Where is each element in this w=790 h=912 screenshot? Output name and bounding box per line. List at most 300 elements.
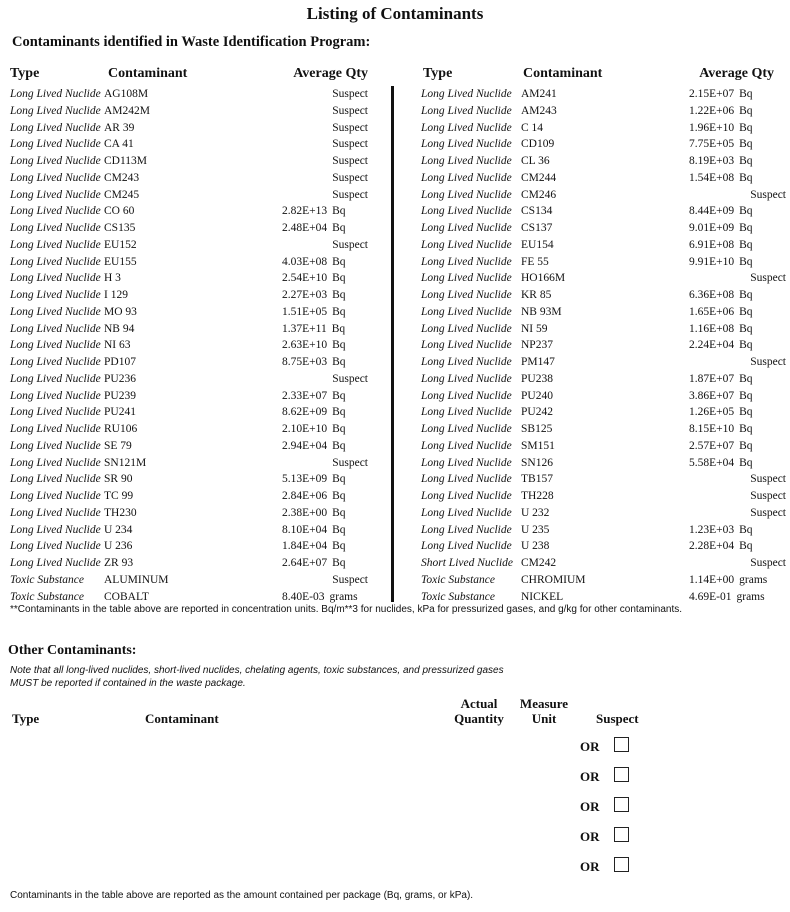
row-contaminant: KR 85 xyxy=(521,289,552,301)
qty-value: 1.65E+06 xyxy=(689,305,735,318)
qty-value: 2.94E+04 xyxy=(282,439,328,452)
row-type: Long Lived Nuclide xyxy=(421,389,512,402)
row-average-qty xyxy=(689,538,753,555)
row-average-qty xyxy=(689,388,753,405)
qty-value: 8.75E+03 xyxy=(282,356,328,368)
qty-unit: Bq xyxy=(331,322,346,335)
row-contaminant: SN126 xyxy=(521,456,553,469)
contaminant-input[interactable] xyxy=(0,544,293,576)
contaminant-input[interactable] xyxy=(0,32,293,64)
qty-value: 1.54E+08 xyxy=(689,171,735,184)
type-input[interactable] xyxy=(0,384,125,416)
suspect-checkbox[interactable] xyxy=(614,857,629,872)
row-contaminant: NB 93M xyxy=(521,305,562,318)
row-contaminant: CM245 xyxy=(104,188,140,201)
table-row xyxy=(421,421,786,438)
qty-unit: Bq xyxy=(332,289,346,301)
row-type: Long Lived Nuclide xyxy=(421,456,512,469)
row-contaminant: COBALT xyxy=(104,590,149,603)
qty-value: 2.84E+06 xyxy=(282,490,328,502)
form-header-suspect: Suspect xyxy=(596,711,639,726)
row-type: Long Lived Nuclide xyxy=(10,255,101,268)
table-row xyxy=(421,153,786,170)
qty-value: 9.91E+10 xyxy=(689,255,735,268)
qty-unit: Bq xyxy=(332,473,346,486)
qty-unit: grams xyxy=(739,573,768,586)
table-row xyxy=(421,589,786,606)
page-title: Listing of Contaminants xyxy=(306,4,484,23)
table-row xyxy=(421,287,786,304)
row-type: Long Lived Nuclide xyxy=(421,255,512,268)
row-contaminant: CS134 xyxy=(521,205,553,218)
qty-value: 2.57E+07 xyxy=(689,439,735,452)
qty-value: 4.03E+08 xyxy=(282,255,328,268)
table-row xyxy=(421,120,786,137)
qty-unit: Bq xyxy=(739,406,753,419)
row-contaminant: EU154 xyxy=(521,238,554,251)
qty-unit: Bq xyxy=(332,222,346,234)
suspect-label: Suspect xyxy=(750,506,786,519)
header-contaminant: Contaminant xyxy=(108,66,188,81)
qty-value: 5.13E+09 xyxy=(282,473,328,486)
table-row xyxy=(421,237,786,254)
qty-unit: Bq xyxy=(739,423,753,435)
row-type: Long Lived Nuclide xyxy=(421,356,512,368)
qty-unit: Bq xyxy=(332,406,346,419)
contaminant-input[interactable] xyxy=(0,160,293,192)
row-type: Long Lived Nuclide xyxy=(421,155,512,167)
qty-unit: Bq xyxy=(332,523,346,536)
qty-unit: Bq xyxy=(739,456,753,469)
qty-value: 1.16E+08 xyxy=(689,322,735,335)
qty-unit: Bq xyxy=(332,356,346,368)
row-type: Toxic Substance xyxy=(10,590,84,603)
row-type: Toxic Substance xyxy=(421,590,495,603)
measure-unit-input[interactable] xyxy=(0,224,52,256)
row-contaminant: SB125 xyxy=(521,423,553,435)
row-type: Long Lived Nuclide xyxy=(421,406,512,419)
row-average-qty xyxy=(689,522,753,539)
row-contaminant: PM147 xyxy=(521,356,555,368)
row-average-qty xyxy=(689,237,753,254)
row-type: Long Lived Nuclide xyxy=(10,188,101,201)
row-contaminant: SN121M xyxy=(104,456,147,469)
qty-unit: Bq xyxy=(332,339,346,352)
row-type: Long Lived Nuclide xyxy=(421,540,512,553)
row-type: Long Lived Nuclide xyxy=(10,506,101,519)
row-average-qty xyxy=(689,304,753,321)
qty-value: 2.63E+10 xyxy=(282,339,328,352)
row-contaminant: AR 39 xyxy=(104,121,135,134)
row-type: Long Lived Nuclide xyxy=(10,121,101,134)
or-label: OR xyxy=(580,859,600,874)
qty-unit: Bq xyxy=(332,255,346,268)
reporting-note-line-2: MUST be reported if contained in the waste package. xyxy=(10,678,246,689)
row-average-qty xyxy=(689,203,753,220)
qty-unit: Bq xyxy=(739,121,753,134)
row-contaminant: SR 90 xyxy=(104,473,133,486)
row-type: Long Lived Nuclide xyxy=(421,222,512,234)
qty-value: 6.91E+08 xyxy=(689,238,735,251)
qty-value: 1.23E+03 xyxy=(689,523,735,536)
qty-value: 2.33E+07 xyxy=(282,389,328,402)
concentration-footnote: **Contaminants in the table above are reported in concentration units. Bq/m**3 for nuclides, kPa for pressurized gases, and g/kg for other contaminants. xyxy=(10,604,683,615)
row-average-qty xyxy=(689,120,753,137)
row-contaminant: U 232 xyxy=(521,506,550,519)
qty-value: 1.26E+05 xyxy=(689,406,735,419)
header-contaminant: Contaminant xyxy=(523,66,603,81)
row-type: Long Lived Nuclide xyxy=(10,305,101,318)
row-contaminant: TC 99 xyxy=(104,490,134,502)
qty-unit: Bq xyxy=(739,171,753,184)
row-contaminant: EU155 xyxy=(104,255,137,268)
row-average-qty xyxy=(689,254,753,271)
row-type: Long Lived Nuclide xyxy=(421,104,512,117)
qty-unit: Bq xyxy=(739,372,753,385)
row-type: Long Lived Nuclide xyxy=(421,238,512,251)
row-contaminant: CD109 xyxy=(521,138,555,151)
row-average-qty xyxy=(689,86,753,103)
qty-value: 1.96E+10 xyxy=(689,121,735,134)
qty-unit: Bq xyxy=(739,104,753,117)
suspect-label: Suspect xyxy=(750,490,786,502)
row-contaminant: CD113M xyxy=(104,155,148,167)
row-contaminant: NB 94 xyxy=(104,322,135,335)
suspect-label: Suspect xyxy=(332,138,368,151)
qty-value: 2.27E+03 xyxy=(282,289,328,301)
row-contaminant: PD107 xyxy=(104,356,136,368)
row-type: Toxic Substance xyxy=(421,573,495,586)
reporting-note xyxy=(10,664,504,690)
qty-unit: grams xyxy=(736,590,765,603)
row-contaminant: CS137 xyxy=(521,222,553,234)
row-type: Long Lived Nuclide xyxy=(421,289,512,301)
table-row xyxy=(421,538,786,555)
qty-value: 1.84E+04 xyxy=(282,540,328,553)
qty-value: 8.19E+03 xyxy=(689,155,735,167)
table-row xyxy=(421,337,786,354)
row-type: Long Lived Nuclide xyxy=(421,121,512,134)
qty-value: 1.37E+11 xyxy=(282,322,327,335)
row-contaminant: AM241 xyxy=(521,88,557,100)
row-type: Long Lived Nuclide xyxy=(421,305,512,318)
row-average-qty xyxy=(689,421,753,438)
row-type: Long Lived Nuclide xyxy=(10,406,101,419)
qty-value: 1.14E+00 xyxy=(689,573,735,586)
table-row xyxy=(421,203,786,220)
table-row xyxy=(421,438,786,455)
row-average-qty xyxy=(282,589,358,606)
row-contaminant: NP237 xyxy=(521,339,553,352)
table-row xyxy=(421,254,786,271)
row-contaminant: TH228 xyxy=(521,490,554,502)
row-contaminant: CL 36 xyxy=(521,155,550,167)
row-type: Long Lived Nuclide xyxy=(10,356,101,368)
qty-value: 2.10E+10 xyxy=(282,423,328,435)
row-average-qty xyxy=(689,371,753,388)
row-average-qty xyxy=(689,589,765,606)
suspect-label: Suspect xyxy=(332,573,368,586)
row-contaminant: PU239 xyxy=(104,389,136,402)
measure-unit-input[interactable] xyxy=(0,352,52,384)
row-type: Long Lived Nuclide xyxy=(421,423,512,435)
row-contaminant: AM242M xyxy=(104,104,151,117)
table-row xyxy=(421,136,786,153)
qty-value: 8.15E+10 xyxy=(689,423,735,435)
row-contaminant: NICKEL xyxy=(521,590,564,603)
suspect-checkbox[interactable] xyxy=(614,827,629,842)
suspect-label: Suspect xyxy=(332,171,368,184)
row-average-qty xyxy=(689,438,753,455)
row-contaminant: AM243 xyxy=(521,104,557,117)
reporting-note-line-1: Note that all long-lived nuclides, short-lived nuclides, chelating agents, toxic substances, and pressurized gases xyxy=(10,665,504,676)
suspect-label: Suspect xyxy=(750,473,786,486)
qty-unit: Bq xyxy=(739,339,753,352)
table-row xyxy=(421,187,786,204)
qty-value: 1.22E+06 xyxy=(689,104,735,117)
column-divider xyxy=(391,86,394,602)
table-row xyxy=(421,522,786,539)
qty-unit: Bq xyxy=(332,490,346,502)
measure-unit-input[interactable] xyxy=(0,96,52,128)
row-type: Long Lived Nuclide xyxy=(10,205,101,218)
row-average-qty xyxy=(689,455,753,472)
type-input[interactable] xyxy=(0,0,125,32)
qty-value: 2.48E+04 xyxy=(282,222,328,234)
qty-unit: Bq xyxy=(332,389,346,402)
row-type: Long Lived Nuclide xyxy=(10,104,101,117)
row-type: Long Lived Nuclide xyxy=(421,171,512,184)
per-package-note: Contaminants in the table above are reported as the amount contained per package (Bq, grams, or kPa). xyxy=(10,890,474,901)
type-input[interactable] xyxy=(0,512,125,544)
contaminant-input[interactable] xyxy=(0,288,293,320)
row-average-qty xyxy=(689,103,753,120)
row-contaminant: RU106 xyxy=(104,423,138,435)
actual-quantity-input[interactable] xyxy=(0,192,70,224)
qty-unit: Bq xyxy=(332,557,346,569)
row-contaminant: CA 41 xyxy=(104,138,134,151)
row-type: Long Lived Nuclide xyxy=(10,322,101,335)
table-row xyxy=(421,170,786,187)
suspect-label: Suspect xyxy=(332,238,368,251)
qty-unit: Bq xyxy=(739,155,753,167)
row-type: Long Lived Nuclide xyxy=(10,473,101,486)
row-type: Long Lived Nuclide xyxy=(10,372,101,385)
qty-value: 5.58E+04 xyxy=(689,456,735,469)
row-contaminant: PU241 xyxy=(104,406,136,419)
table-row xyxy=(421,354,786,371)
type-input[interactable] xyxy=(0,128,125,160)
row-average-qty xyxy=(689,136,753,153)
header-average-qty: Average Qty xyxy=(293,66,368,81)
qty-unit: grams xyxy=(329,590,358,603)
table-row xyxy=(421,220,786,237)
row-contaminant: CHROMIUM xyxy=(521,573,586,586)
row-contaminant: ZR 93 xyxy=(104,557,134,569)
row-contaminant: ALUMINUM xyxy=(104,573,169,586)
measure-unit-input[interactable] xyxy=(0,480,52,512)
row-contaminant: AG108M xyxy=(104,88,149,100)
or-label: OR xyxy=(580,739,600,754)
qty-value: 8.44E+09 xyxy=(689,205,735,218)
suspect-label: Suspect xyxy=(332,88,368,100)
row-average-qty xyxy=(689,321,753,338)
row-contaminant: SE 79 xyxy=(104,439,132,452)
qty-value: 4.69E-01 xyxy=(689,590,732,603)
row-contaminant: CM246 xyxy=(521,188,557,201)
qty-unit: Bq xyxy=(739,540,753,553)
row-type: Long Lived Nuclide xyxy=(421,372,512,385)
row-type: Long Lived Nuclide xyxy=(421,205,512,218)
row-contaminant: PU236 xyxy=(104,372,136,385)
actual-quantity-input[interactable] xyxy=(0,320,70,352)
row-average-qty xyxy=(689,337,753,354)
row-average-qty xyxy=(689,220,753,237)
row-type: Long Lived Nuclide xyxy=(10,88,101,100)
row-type: Long Lived Nuclide xyxy=(10,389,101,402)
row-contaminant: CO 60 xyxy=(104,205,135,218)
suspect-checkbox[interactable] xyxy=(614,767,629,782)
row-contaminant: EU152 xyxy=(104,238,137,251)
qty-value: 1.87E+07 xyxy=(689,372,735,385)
row-contaminant: U 235 xyxy=(521,523,550,536)
row-contaminant: H 3 xyxy=(104,272,121,285)
row-average-qty xyxy=(689,404,753,421)
suspect-label: Suspect xyxy=(332,155,368,167)
row-type: Long Lived Nuclide xyxy=(10,238,101,251)
table-row xyxy=(421,304,786,321)
qty-unit: Bq xyxy=(332,205,346,218)
header-type: Type xyxy=(423,66,453,81)
row-type: Short Lived Nuclide xyxy=(421,557,513,569)
actual-quantity-input[interactable] xyxy=(0,576,70,608)
qty-value: 8.62E+09 xyxy=(282,406,328,419)
row-contaminant: TB157 xyxy=(521,473,553,486)
actual-quantity-input[interactable] xyxy=(0,64,70,96)
header-average-qty: Average Qty xyxy=(699,66,774,81)
qty-unit: Bq xyxy=(739,222,753,234)
row-type: Long Lived Nuclide xyxy=(421,339,512,352)
row-type: Long Lived Nuclide xyxy=(10,456,101,469)
row-type: Toxic Substance xyxy=(10,573,84,586)
row-contaminant: U 234 xyxy=(104,523,133,536)
row-contaminant: PU238 xyxy=(521,372,553,385)
qty-value: 1.51E+05 xyxy=(282,305,328,318)
qty-unit: Bq xyxy=(739,439,753,452)
row-type: Long Lived Nuclide xyxy=(10,439,101,452)
form-header-contaminant: Contaminant xyxy=(145,711,219,726)
suspect-label: Suspect xyxy=(332,456,368,469)
row-contaminant: CM243 xyxy=(104,171,140,184)
table-row xyxy=(421,555,786,572)
qty-unit: Bq xyxy=(332,423,346,435)
row-average-qty xyxy=(689,153,753,170)
row-average-qty xyxy=(689,170,753,187)
row-contaminant: U 236 xyxy=(104,540,133,553)
row-type: Long Lived Nuclide xyxy=(421,523,512,536)
row-contaminant: C 14 xyxy=(521,121,544,134)
row-type: Long Lived Nuclide xyxy=(421,439,512,452)
row-contaminant: SM151 xyxy=(521,439,555,452)
row-contaminant: FE 55 xyxy=(521,255,549,268)
qty-unit: Bq xyxy=(739,238,753,251)
row-type: Long Lived Nuclide xyxy=(10,557,101,569)
row-average-qty xyxy=(689,287,753,304)
suspect-label: Suspect xyxy=(332,121,368,134)
or-label: OR xyxy=(580,799,600,814)
measure-unit-input[interactable] xyxy=(0,608,52,640)
table-row xyxy=(421,404,786,421)
row-contaminant: PU242 xyxy=(521,406,553,419)
row-type: Long Lived Nuclide xyxy=(421,473,512,486)
qty-unit: Bq xyxy=(332,305,346,318)
qty-unit: Bq xyxy=(739,305,753,318)
or-label: OR xyxy=(580,829,600,844)
row-contaminant: CM242 xyxy=(521,557,557,569)
qty-unit: Bq xyxy=(739,523,753,536)
table-row xyxy=(421,371,786,388)
row-type: Long Lived Nuclide xyxy=(421,88,512,100)
suspect-checkbox[interactable] xyxy=(614,797,629,812)
actual-quantity-input[interactable] xyxy=(0,448,70,480)
qty-unit: Bq xyxy=(739,322,753,335)
suspect-label: Suspect xyxy=(750,557,786,569)
row-contaminant: PU240 xyxy=(521,389,553,402)
qty-unit: Bq xyxy=(739,205,753,218)
header-type: Type xyxy=(10,66,40,81)
table-row xyxy=(421,572,786,589)
or-label: OR xyxy=(580,769,600,784)
suspect-label: Suspect xyxy=(750,356,786,368)
table-row xyxy=(421,103,786,120)
section-heading: Contaminants identified in Waste Identification Program: xyxy=(12,34,371,50)
row-type: Long Lived Nuclide xyxy=(10,155,101,167)
qty-unit: Bq xyxy=(332,506,346,519)
row-type: Long Lived Nuclide xyxy=(10,339,101,352)
row-type: Long Lived Nuclide xyxy=(10,222,101,234)
qty-value: 2.64E+07 xyxy=(282,557,328,569)
row-type: Long Lived Nuclide xyxy=(10,490,101,502)
row-type: Long Lived Nuclide xyxy=(10,272,101,285)
qty-value: 2.15E+07 xyxy=(689,88,735,100)
form-header-actual-quantity: Actual Quantity xyxy=(454,696,504,726)
other-contaminants-heading: Other Contaminants: xyxy=(8,643,137,658)
suspect-label: Suspect xyxy=(332,188,368,201)
row-type: Long Lived Nuclide xyxy=(10,171,101,184)
row-type: Long Lived Nuclide xyxy=(10,423,101,435)
row-contaminant: NI 63 xyxy=(104,339,131,352)
row-contaminant: CS135 xyxy=(104,222,136,234)
qty-unit: Bq xyxy=(739,88,753,100)
qty-value: 6.36E+08 xyxy=(689,289,735,301)
suspect-checkbox[interactable] xyxy=(614,737,629,752)
row-type: Long Lived Nuclide xyxy=(10,138,101,151)
table-row xyxy=(421,471,786,488)
qty-unit: Bq xyxy=(739,138,753,151)
qty-unit: Bq xyxy=(332,540,346,553)
row-type: Long Lived Nuclide xyxy=(421,138,512,151)
row-type: Long Lived Nuclide xyxy=(421,506,512,519)
contaminant-input[interactable] xyxy=(0,416,293,448)
qty-value: 9.01E+09 xyxy=(689,222,735,234)
table-row xyxy=(421,505,786,522)
type-input[interactable] xyxy=(0,256,125,288)
suspect-label: Suspect xyxy=(332,104,368,117)
table-row xyxy=(421,321,786,338)
suspect-label: Suspect xyxy=(332,372,368,385)
table-row xyxy=(421,86,786,103)
row-contaminant: I 129 xyxy=(104,289,128,301)
